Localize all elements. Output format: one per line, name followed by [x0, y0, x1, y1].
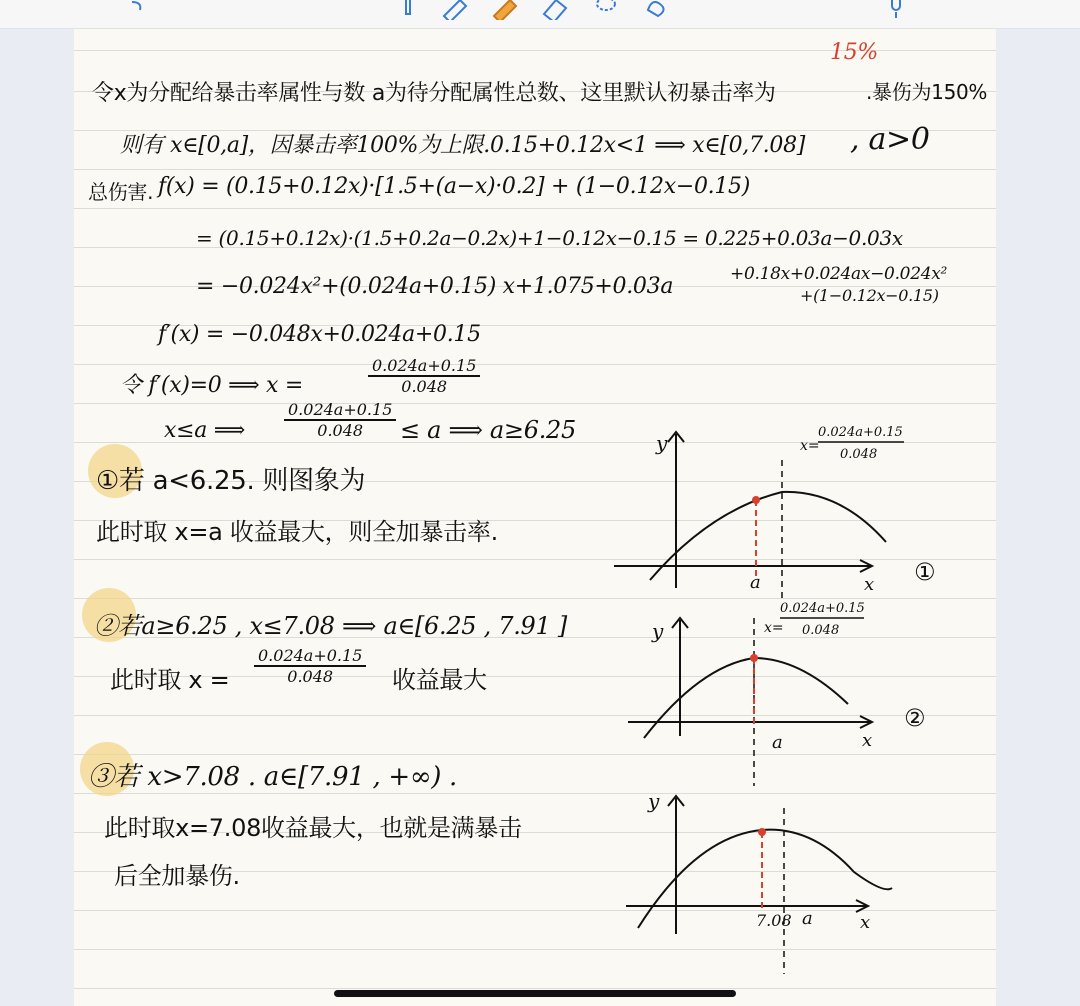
vertex-numerator: 0.024a+0.15 — [818, 425, 903, 440]
fraction-denominator: 0.048 — [401, 377, 448, 396]
toolbar — [0, 0, 1080, 29]
fraction-denominator: 0.048 — [287, 667, 334, 686]
case-3-body-1: 此时取x=7.08收益最大，也就是满暴击 — [104, 814, 522, 842]
case-2-title: ②若a≥6.25 , x≤7.08 ⟹ a∈[6.25 , 7.91 ] — [94, 612, 567, 640]
line-3-label: 总伤害. — [88, 180, 154, 204]
max-point — [752, 496, 760, 504]
line-4: = (0.15+0.12x)·(1.5+0.2a−0.2x)+1−0.12x−0.15 = 0.225+0.03a−0.03x — [196, 226, 903, 250]
line-3: f(x) = (0.15+0.12x)·[1.5+(a−x)·0.2] + (1−0.12x−0.15) — [158, 174, 751, 199]
x-label: x — [862, 730, 873, 751]
case-2-label: ② — [904, 704, 926, 732]
y-label: y — [648, 789, 660, 813]
case-3-body-2: 后全加暴伤. — [114, 862, 240, 890]
lasso-icon[interactable] — [592, 0, 620, 22]
line-7: 令 f′(x)=0 ⟹ x = — [120, 373, 303, 398]
vertex-label: x= — [800, 438, 820, 454]
vertex-numerator: 0.024a+0.15 — [780, 601, 865, 616]
annotation-15-percent: 15% — [830, 40, 878, 65]
case-2-body: 此时取 x = — [110, 666, 230, 694]
x-label: x — [864, 574, 875, 595]
max-point — [750, 654, 758, 662]
microphone-icon[interactable] — [882, 0, 910, 22]
case-1-label: ① — [914, 558, 936, 586]
line-1-right: .暴伤为150% — [866, 80, 988, 104]
vertex-denominator: 0.048 — [840, 447, 878, 462]
undo-icon[interactable] — [122, 0, 150, 22]
line-2-condition: , a>0 — [850, 122, 930, 157]
line-6-derivative: f′(x) = −0.048x+0.024a+0.15 — [158, 322, 481, 347]
vertex-denominator: 0.048 — [802, 623, 840, 638]
line-4-side: +0.18x+0.024ax−0.024x² — [730, 264, 948, 284]
fraction-numerator: 0.024a+0.15 — [368, 356, 480, 377]
case-3-title: ③若 x>7.08 . a∈[7.91 , +∞) . — [88, 762, 457, 792]
pen-icon[interactable] — [394, 0, 422, 22]
line-2: 则有 x∈[0,a]，因暴击率100%为上限.0.15+0.12x<1 ⟹ x∈[0,7.08] — [120, 133, 806, 158]
line-8-result: ≤ a ⟹ a≥6.25 — [400, 416, 576, 444]
highlighter-icon[interactable] — [440, 0, 468, 22]
fraction-numerator: 0.024a+0.15 — [284, 400, 396, 421]
a-label: a — [802, 908, 813, 929]
fraction-critical-point — [368, 356, 480, 396]
case-1-title: ①若 a<6.25. 则图象为 — [96, 466, 366, 496]
a-label: a — [772, 732, 783, 753]
case-2-body-right: 收益最大 — [392, 666, 487, 694]
fraction-denominator: 0.048 — [317, 421, 364, 440]
marker-icon[interactable] — [490, 0, 518, 22]
fraction-case-2 — [254, 646, 366, 686]
case-1-body: 此时取 x=a 收益最大，则全加暴击率. — [96, 518, 498, 546]
curve — [644, 658, 848, 738]
x-label: x — [860, 912, 871, 933]
line-8: x≤a ⟹ — [164, 418, 245, 443]
graph-case-2 — [620, 596, 950, 786]
x708-label: 7.08 — [756, 911, 792, 930]
max-point — [758, 828, 766, 836]
y-label: y — [656, 431, 668, 455]
line-1: 令x为分配给暴击率属性与数 a为待分配属性总数、这里默认初暴击率为 — [92, 81, 776, 106]
y-label: y — [652, 619, 664, 643]
eraser-icon[interactable] — [540, 0, 568, 22]
graph-case-3 — [616, 784, 916, 984]
graph-case-1 — [600, 420, 960, 600]
a-label: a — [750, 572, 761, 593]
line-5: = −0.024x²+(0.024a+0.15) x+1.075+0.03a — [196, 274, 674, 299]
fraction-numerator: 0.024a+0.15 — [254, 646, 366, 667]
home-indicator[interactable] — [334, 990, 736, 997]
fraction-condition — [284, 400, 396, 440]
shapes-icon[interactable] — [642, 0, 670, 22]
vertex-label: x= — [764, 620, 784, 636]
line-5-side: +(1−0.12x−0.15) — [800, 286, 939, 305]
